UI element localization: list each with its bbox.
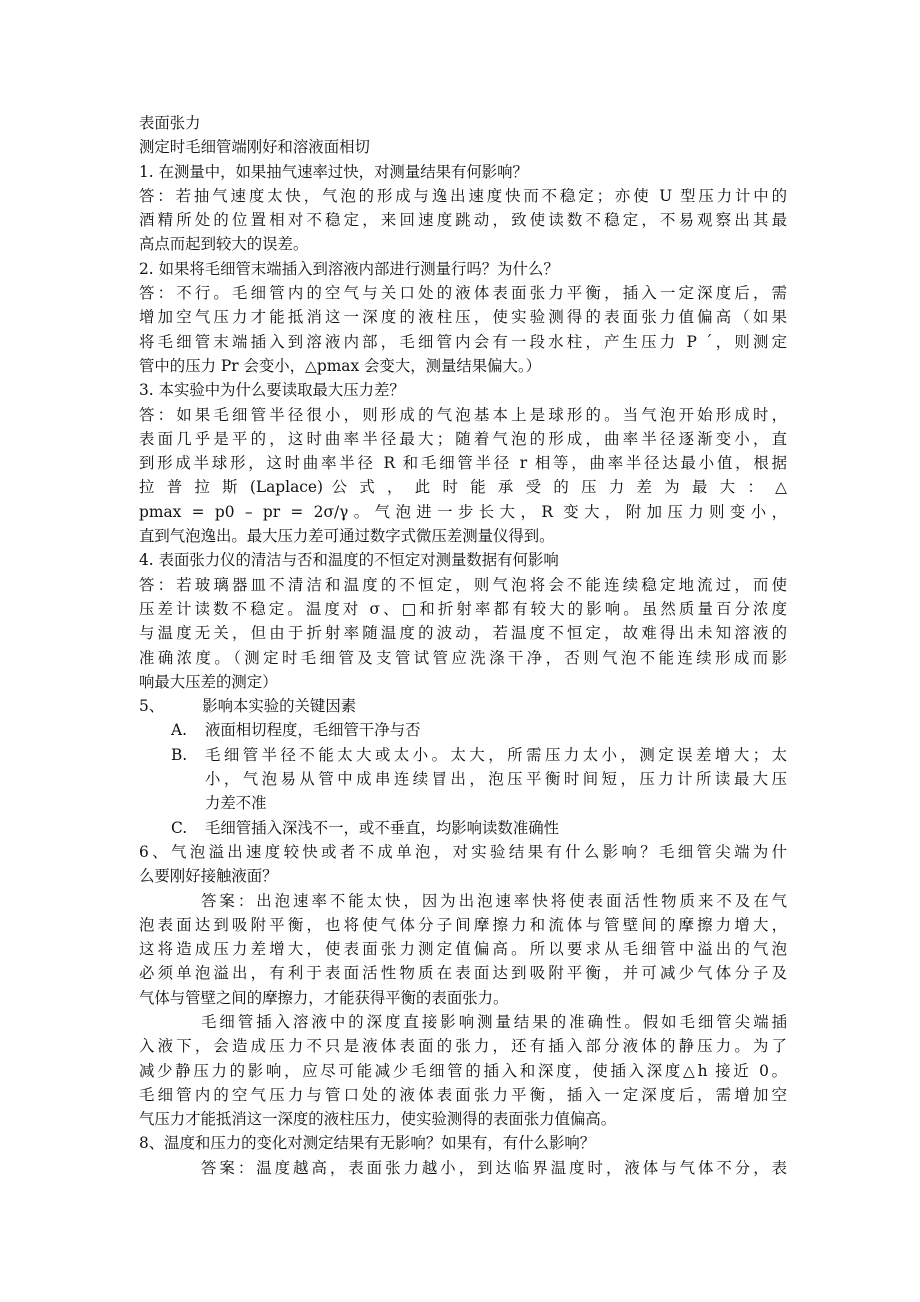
question-4: 4. 表面张力仪的清洁与否和温度的不恒定对测量数据有何影响 [139,551,559,570]
answer-1-line: 酒精所处的位置相对不稳定，来回速度跳动，致使读数不稳定，不易观察出其最 [139,211,787,230]
answer-2-line: 增加空气压力才能抵消这一深度的液柱压，使实验测得的表面张力值偏高（如果 [139,308,787,327]
answer-6-line: 减少静压力的影响，应尽可能减少毛细管的插入和深度，使插入深度△h 接近 0。 [139,1061,787,1080]
answer-6-line: 毛细管内的空气压力与管口处的液体表面张力平衡，插入一定深度后，需增加空 [139,1085,787,1104]
answer-1-line: 答：若抽气速度太快，气泡的形成与逸出速度快而不稳定；亦使 U 型压力计中的 [139,186,787,205]
answer-6-line: 泡表面达到吸附平衡，也将使气体分子间摩擦力和流体与管壁间的摩擦力增大， [139,915,787,934]
list-item-text: 液面相切程度，毛细管干净与否 [205,721,421,740]
answer-6-line: 这将造成压力差增大，使表面张力测定值偏高。所以要求从毛细管中溢出的气泡 [139,940,787,959]
answer-6-line: 气体与管壁之间的摩擦力，才能获得平衡的表面张力。 [139,988,509,1007]
document-subtitle: 测定时毛细管端刚好和溶液面相切 [139,138,370,157]
question-8: 8、温度和压力的变化对测定结果有无影响？如果有，有什么影响？ [139,1134,596,1153]
answer-6-line: 毛细管插入溶液中的深度直接影响测量结果的准确性。假如毛细管尖端插 [201,1012,787,1031]
answer-2-line: 将毛细管末端插入到溶液内部，毛细管内会有一段水柱，产生压力 P ´，则测定 [139,332,787,351]
answer-3-line: 答：如果毛细管半径很小，则形成的气泡基本上是球形的。当气泡开始形成时， [139,405,787,424]
answer-6-line: 必须单泡溢出，有利于表面活性物质在表面达到吸附平衡，并可减少气体分子及 [139,964,787,983]
document-title: 表面张力 [139,114,201,132]
question-1: 1. 在测量中，如果抽气速率过快，对测量结果有何影响？ [139,162,528,181]
question-5-number: 5、 [139,697,165,716]
list-item [139,816,787,840]
answer-4-line: 准确浓度。（测定时毛细管及支管试管应洗涤干净，否则气泡不能连续形成而影 [139,648,787,667]
list-item-text: 毛细管半径不能太大或太小。太大，所需压力太小，测定误差增大；太 [205,745,787,764]
list-marker: B. [171,745,188,764]
answer-6-line: 气压力才能抵消这一深度的液柱压力，使实验测得的表面张力值偏高。 [139,1110,617,1129]
answer-3-line: 直到气泡逸出。最大压力差可通过数字式微压差测量仪得到。 [139,527,555,546]
list-marker: C. [171,818,188,837]
answer-8-line: 答案：温度越高，表面张力越小，到达临界温度时，液体与气体不分，表 [201,1158,787,1177]
list-item-continuation: 小，气泡易从管中成串连续冒出，泡压平衡时间短，压力计所读最大压 [205,770,787,789]
answer-3-line: 到形成半球形，这时曲率半径 R 和毛细管半径 r 相等，曲率半径达最小值，根据 [139,454,787,473]
answer-6-line: 入液下，会造成压力不只是液体表面的张力，还有插入部分液体的静压力。为了 [139,1037,787,1056]
answer-4-line: 与温度无关，但由于折射率随温度的波动，若温度不恒定，故难得出未知溶液的 [139,624,787,643]
answer-1-line: 高点而起到较大的误差。 [139,235,309,254]
question-6-line: 6、气泡溢出速度较快或者不成单泡，对实验结果有什么影响？毛细管尖端为什 [139,842,787,861]
answer-3-line: 拉 普 拉 斯 (Laplace) 公 式 ， 此 时 能 承 受 的 压 力 差 为 最 大 ： △ [139,478,787,497]
question-5-title: 影响本实验的关键因素 [202,697,357,716]
answer-6-line: 答案：出泡速率不能太快，因为出泡速率快将使表面活性物质来不及在气 [201,891,787,910]
answer-4-line: 答：若玻璃器皿不清洁和温度的不恒定，则气泡将会不能连续稳定地流过，而使 [139,575,787,594]
answer-4-line: 响最大压差的测定） [139,672,278,691]
question-6-line: 么要刚好接触液面？ [139,867,278,886]
answer-2-line: 管中的压力 Pr 会变小，△pmax 会变大，测量结果偏大。） [139,356,542,375]
question-2: 2. 如果将毛细管末端插入到溶液内部进行测量行吗？为什么？ [139,259,559,278]
list-item-text: 毛细管插入深浅不一，或不垂直，均影响读数准确性 [205,818,559,837]
answer-3-line: pmax = p0 – pr = 2σ/γ。气泡进一步长大，R 变大，附加压力则变小， [139,502,787,521]
question-5 [139,694,787,718]
question-3: 3. 本实验中为什么要读取最大压力差？ [139,381,405,400]
list-item [139,743,787,767]
list-item-continuation: 力差不准 [205,794,267,813]
list-marker: A. [171,721,188,740]
document-body [139,111,787,1180]
answer-3-line: 表面几乎是平的，这时曲率半径最大；随着气泡的形成，曲率半径逐渐变小，直 [139,429,787,448]
answer-4-line: 压差计读数不稳定。温度对 σ、□和折射率都有较大的影响。虽然质量百分浓度 [139,599,787,618]
answer-2-line: 答：不行。毛细管内的空气与关口处的液体表面张力平衡，插入一定深度后，需 [139,284,787,303]
list-item [139,718,787,742]
